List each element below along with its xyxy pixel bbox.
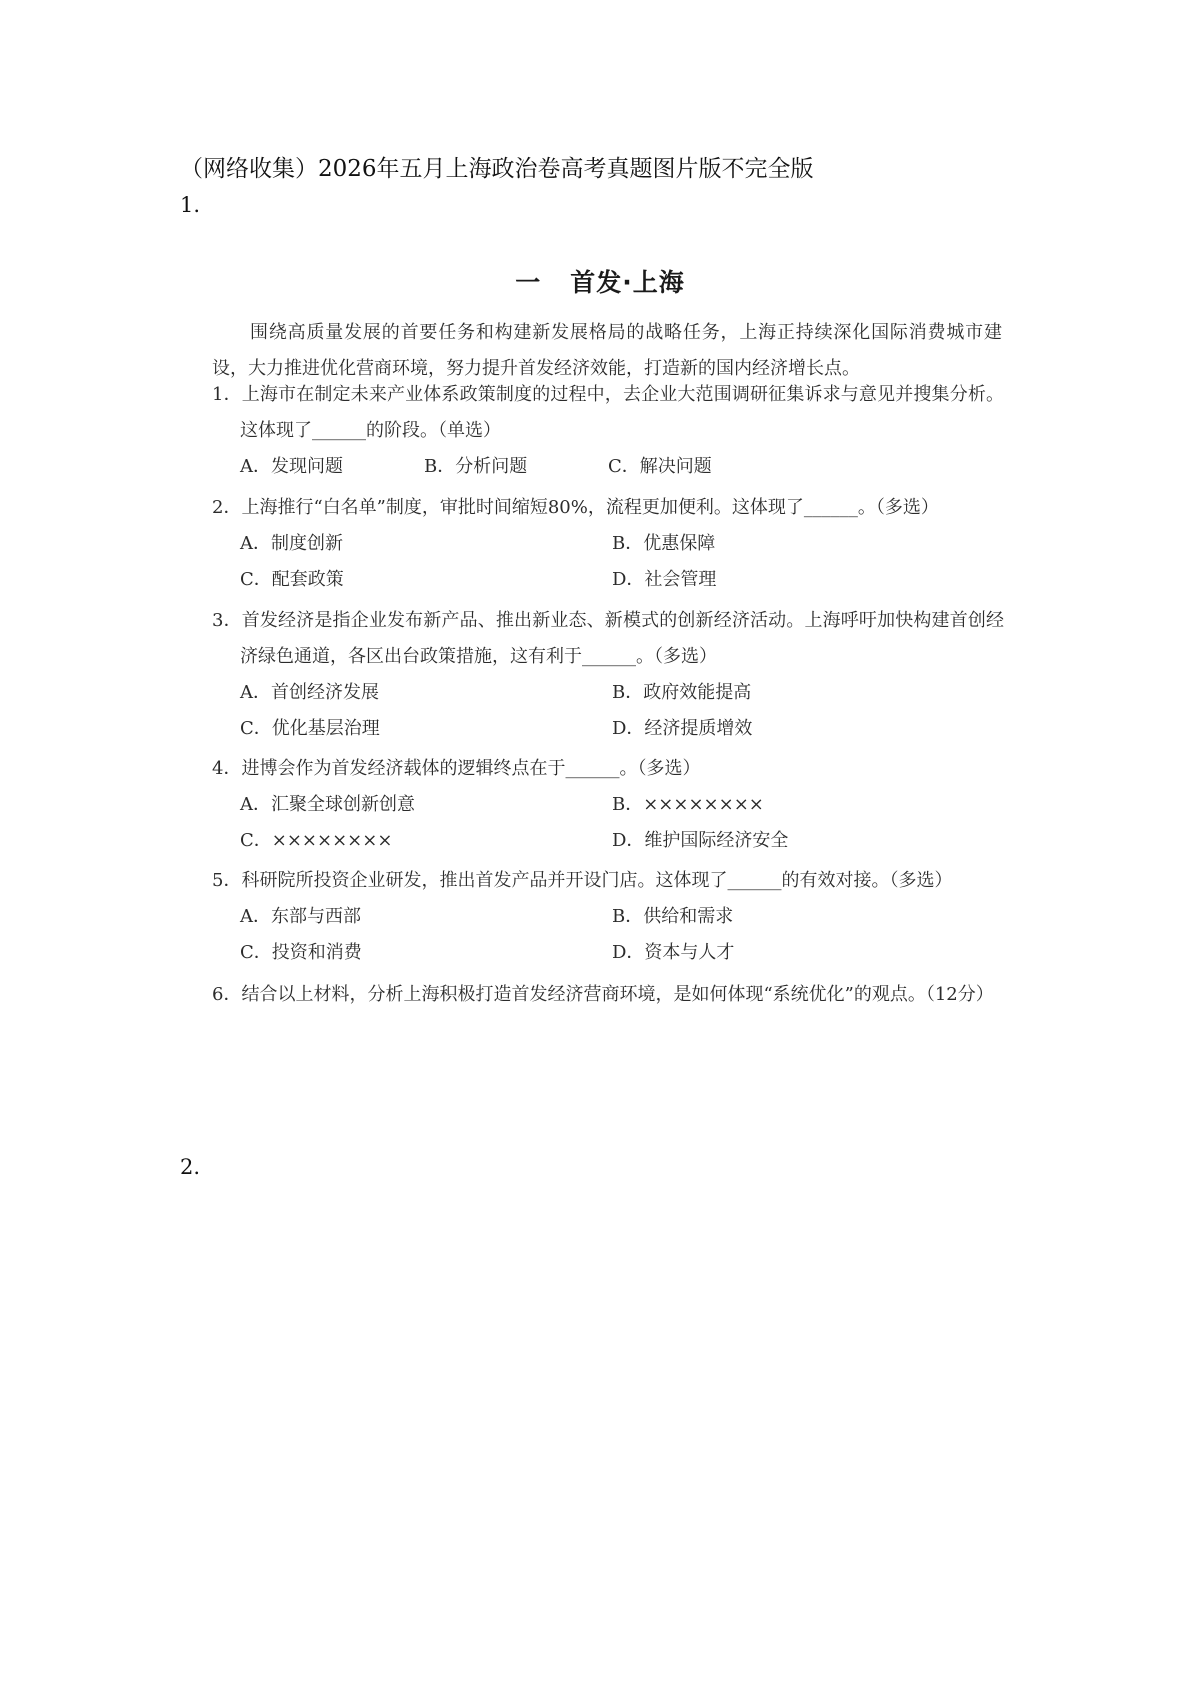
item-number-1: 1. (180, 193, 201, 217)
question-stem: 5．科研院所投资企业研发，推出首发产品并开设门店。这体现了______的有效对接。（多选） (212, 870, 953, 891)
option-a: A．制度创新 (240, 533, 343, 554)
option-c: C．配套政策 (240, 569, 344, 590)
option-d: D．社会管理 (612, 569, 717, 590)
section-intro: 围绕高质量发展的首要任务和构建新发展格局的战略任务，上海正持续深化国际消费城市建设，大力推进优化营商环境，努力提升首发经济效能，打造新的国内经济增长点。 (212, 322, 1002, 379)
question-1 (212, 377, 1004, 485)
option-c: C．×××××××× (240, 830, 393, 851)
option-c: C．解决问题 (608, 456, 712, 477)
question-stem: 6．结合以上材料，分析上海积极打造首发经济营商环境，是如何体现“系统优化”的观点。（12分） (212, 984, 994, 1005)
question-options (212, 787, 1004, 859)
item-number-2: 2. (180, 1155, 201, 1179)
option-b: B．供给和需求 (612, 906, 734, 927)
option-b: B．政府效能提高 (612, 682, 752, 703)
question-5 (212, 863, 1004, 971)
option-c: C．投资和消费 (240, 942, 362, 963)
question-stem: 2．上海推行“白名单”制度，审批时间缩短80%，流程更加便利。这体现了______。（多选） (212, 497, 939, 518)
document-title: （网络收集）2026年五月上海政治卷高考真题图片版不完全版 (180, 156, 814, 182)
option-d: D．维护国际经济安全 (612, 830, 789, 851)
question-6 (212, 977, 1004, 1013)
question-stem: 4．进博会作为首发经济载体的逻辑终点在于______。（多选） (212, 758, 701, 779)
question-2 (212, 490, 1004, 598)
question-3 (212, 603, 1004, 747)
question-options (212, 449, 1004, 485)
option-a: A．东部与西部 (240, 906, 361, 927)
option-b: B．×××××××× (612, 794, 764, 815)
option-b: B．优惠保障 (612, 533, 716, 554)
section-title: 一 首发·上海 (515, 268, 685, 297)
question-options (212, 526, 1004, 598)
question-stem: 1．上海市在制定未来产业体系政策制度的过程中，去企业大范围调研征集诉求与意见并搜集分析。这体现了______的阶段。（单选） (212, 384, 1004, 441)
question-4 (212, 751, 1004, 859)
option-b: B．分析问题 (424, 456, 528, 477)
option-a: A．汇聚全球创新创意 (240, 794, 415, 815)
question-options (212, 899, 1004, 971)
exam-image (200, 255, 1004, 1135)
option-d: D．资本与人才 (612, 942, 735, 963)
question-stem: 3．首发经济是指企业发布新产品、推出新业态、新模式的创新经济活动。上海呼吁加快构建首创经济绿色通道，各区出台政策措施，这有利于______。（多选） (212, 610, 1004, 667)
option-a: A．发现问题 (240, 456, 343, 477)
option-a: A．首创经济发展 (240, 682, 379, 703)
option-c: C．优化基层治理 (240, 718, 380, 739)
question-options (212, 675, 1004, 747)
option-d: D．经济提质增效 (612, 718, 753, 739)
